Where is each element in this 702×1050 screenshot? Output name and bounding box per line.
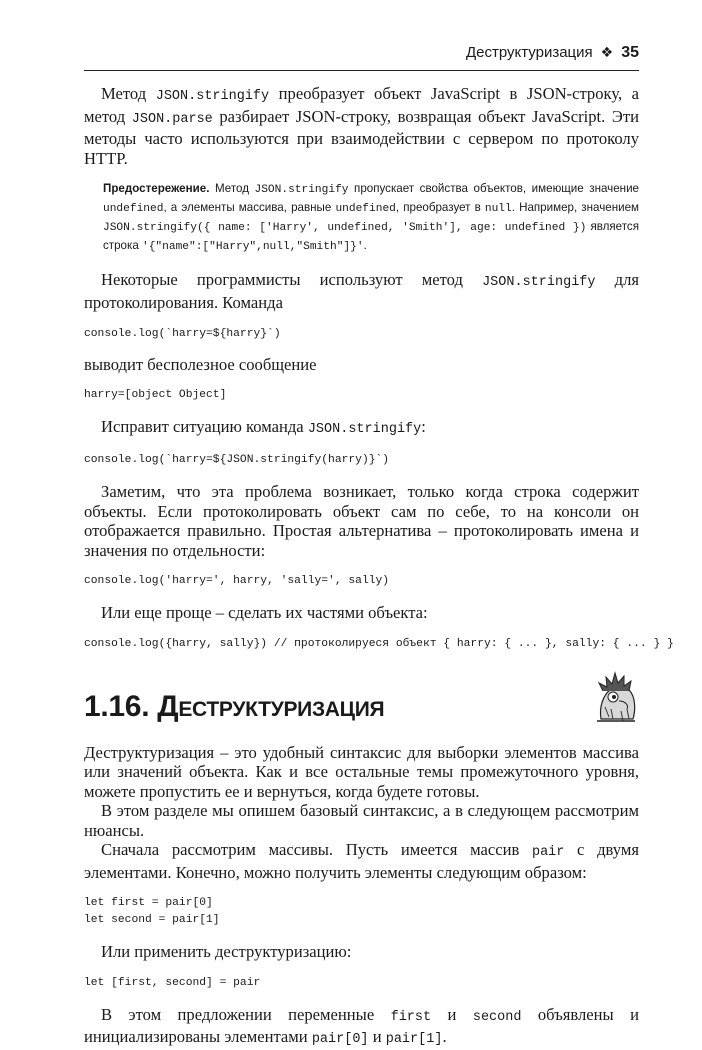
paragraph-json-methods: Метод JSON.stringify преобразует объект JavaScript в JSON-строку, а метод JSON.parse разбирает JSON-строку, возвращая объект JavaScript. Эти методы часто используются при взаимодействии с сервером по протоколу HTTP. xyxy=(84,84,639,168)
running-header xyxy=(84,44,639,71)
section-heading-row xyxy=(84,679,639,733)
code-block-2: harry=[object Object] xyxy=(84,388,227,401)
paragraph-destructuring-intro: Деструктуризация – это удобный синтаксис для выборки элементов массива или значений объекта. Как и все остальные темы промежуточного уровня, можете пропустить ее и вернуться, когда будете готовы. xyxy=(84,742,639,801)
running-header-title: Деструктуризация xyxy=(465,44,593,61)
code-block-7: let [first, second] = pair xyxy=(84,976,261,989)
section-title: Деструктуризация xyxy=(157,689,385,723)
warning-note: Предостережение. Метод JSON.stringify пропускает свойства объектов, имеющие значение undefined, а элементы массива, равные undefined, преобразует в null. Например, значением JSON.stringify({ name: ['Harry', undefined, 'Smith'], age: undefined }) является строка '{"name":["Harry",null,"Smith"]}'. xyxy=(103,182,639,253)
paragraph-logging: Некоторые программисты используют метод JSON.stringify для протоколирования. Команда xyxy=(84,270,639,312)
separator-icon: ❖ xyxy=(600,44,614,60)
section-heading xyxy=(84,687,384,727)
code-block-4: console.log('harry=', harry, 'sally=', sally) xyxy=(84,575,390,587)
paragraph-alternative: Заметим, что эта проблема возникает, только когда строка содержит объекты. Если протоколировать объект сам по себе, то на консоли он отображается правильно. Простая альтернатива – протоколировать имена и значения по отдельности: xyxy=(84,482,639,560)
paragraph-fix: Исправит ситуацию команда JSON.stringify: xyxy=(101,416,426,437)
paragraph-useless-message: выводит бесполезное сообщение xyxy=(84,355,317,374)
paragraph-variables: В этом предложении переменные first и second объявлены и инициализированы элементами pair[0] и pair[1]. xyxy=(84,1004,639,1047)
section-number: 1.16. xyxy=(84,689,150,723)
code-block-1: console.log(`harry=${harry}`) xyxy=(84,328,281,340)
page-body xyxy=(84,84,674,1050)
code-block-6: let first = pair[0] let second = pair[1] xyxy=(84,897,220,926)
hedgehog-icon xyxy=(591,667,639,727)
note-label: Предостережение. xyxy=(103,182,210,195)
code-block-3: console.log(`harry=${JSON.stringify(harry)}`) xyxy=(84,454,390,466)
paragraph-simpler: Или еще проще – сделать их частями объекта: xyxy=(101,603,428,622)
paragraph-apply-destructuring: Или применить деструктуризацию: xyxy=(101,942,352,961)
code-block-5: console.log({harry, sally}) // протоколируеся объект { harry: { ... }, sally: { ... } } xyxy=(84,637,674,650)
paragraph-arrays: Сначала рассмотрим массивы. Пусть имеется массив pair с двумя элементами. Конечно, можно получить элементы следующим образом: xyxy=(84,840,639,882)
page-number: 35 xyxy=(621,44,639,61)
paragraph-section-plan: В этом разделе мы опишем базовый синтаксис, а в следующем рассмотрим нюансы. xyxy=(84,801,639,840)
